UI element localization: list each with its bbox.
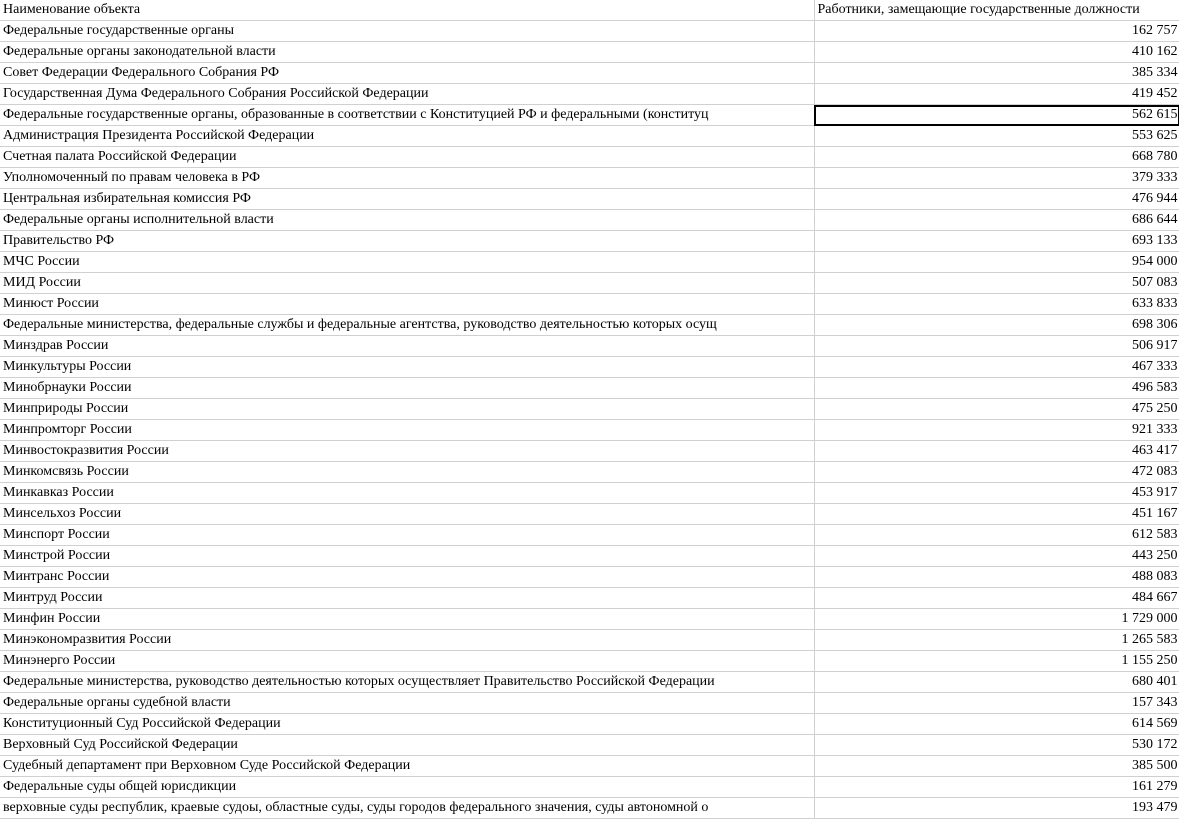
cell-object-name[interactable]: Минстрой России — [0, 546, 814, 567]
cell-value[interactable]: 193 479 — [814, 798, 1179, 819]
table-row — [0, 63, 1179, 84]
table-row — [0, 651, 1179, 672]
table-row — [0, 798, 1179, 819]
cell-object-name[interactable]: Верховный Суд Российской Федерации — [0, 735, 814, 756]
cell-object-name[interactable]: Минюст России — [0, 294, 814, 315]
cell-value[interactable]: 472 083 — [814, 462, 1179, 483]
table-row — [0, 21, 1179, 42]
table-row — [0, 168, 1179, 189]
table-row — [0, 420, 1179, 441]
cell-object-name[interactable]: Минприроды России — [0, 399, 814, 420]
cell-object-name[interactable]: Минэкономразвития России — [0, 630, 814, 651]
cell-object-name[interactable]: Уполномоченный по правам человека в РФ — [0, 168, 814, 189]
table-row — [0, 525, 1179, 546]
cell-object-name[interactable]: Минобрнауки России — [0, 378, 814, 399]
header-cell-name[interactable]: Наименование объекта — [0, 0, 814, 21]
cell-object-name[interactable]: Минспорт России — [0, 525, 814, 546]
cell-object-name[interactable]: Минтранс России — [0, 567, 814, 588]
table-row — [0, 672, 1179, 693]
cell-object-name[interactable]: Федеральные государственные органы, образованные в соответствии с Конституцией РФ и федеральными (конституц — [0, 105, 814, 126]
table-row — [0, 315, 1179, 336]
cell-value[interactable]: 680 401 — [814, 672, 1179, 693]
cell-value[interactable]: 693 133 — [814, 231, 1179, 252]
cell-value[interactable]: 614 569 — [814, 714, 1179, 735]
table-row — [0, 105, 1179, 126]
table-row — [0, 588, 1179, 609]
table-row — [0, 357, 1179, 378]
cell-value[interactable]: 385 500 — [814, 756, 1179, 777]
cell-value[interactable]: 1 155 250 — [814, 651, 1179, 672]
table-row — [0, 189, 1179, 210]
table-row — [0, 231, 1179, 252]
table-row — [0, 609, 1179, 630]
cell-value-selected[interactable]: 562 615 — [814, 105, 1179, 126]
cell-value[interactable]: 161 279 — [814, 777, 1179, 798]
table-row — [0, 252, 1179, 273]
table-row — [0, 504, 1179, 525]
cell-object-name[interactable]: Счетная палата Российской Федерации — [0, 147, 814, 168]
table-row — [0, 714, 1179, 735]
cell-object-name[interactable]: Государственная Дума Федерального Собрания Российской Федерации — [0, 84, 814, 105]
cell-object-name[interactable]: Судебный департамент при Верховном Суде Российской Федерации — [0, 756, 814, 777]
table-row — [0, 210, 1179, 231]
cell-value[interactable]: 530 172 — [814, 735, 1179, 756]
cell-value[interactable]: 379 333 — [814, 168, 1179, 189]
cell-value[interactable]: 484 667 — [814, 588, 1179, 609]
cell-value[interactable]: 921 333 — [814, 420, 1179, 441]
cell-object-name[interactable]: МЧС России — [0, 252, 814, 273]
cell-object-name[interactable]: Минтруд России — [0, 588, 814, 609]
table-row — [0, 84, 1179, 105]
table-row — [0, 567, 1179, 588]
cell-value[interactable]: 162 757 — [814, 21, 1179, 42]
cell-value[interactable]: 1 265 583 — [814, 630, 1179, 651]
cell-object-name[interactable]: Минкомсвязь России — [0, 462, 814, 483]
cell-object-name[interactable]: Совет Федерации Федерального Собрания РФ — [0, 63, 814, 84]
table-row — [0, 693, 1179, 714]
cell-value[interactable]: 698 306 — [814, 315, 1179, 336]
header-row — [0, 0, 1179, 21]
cell-object-name[interactable]: Минвостокразвития России — [0, 441, 814, 462]
cell-value[interactable]: 612 583 — [814, 525, 1179, 546]
cell-value[interactable]: 507 083 — [814, 273, 1179, 294]
cell-object-name[interactable]: Минкультуры России — [0, 357, 814, 378]
cell-value[interactable]: 443 250 — [814, 546, 1179, 567]
table-row — [0, 756, 1179, 777]
table-row — [0, 273, 1179, 294]
table-row — [0, 735, 1179, 756]
cell-object-name[interactable]: Минкавказ России — [0, 483, 814, 504]
table-row — [0, 336, 1179, 357]
table-row — [0, 441, 1179, 462]
cell-value[interactable]: 633 833 — [814, 294, 1179, 315]
cell-object-name[interactable]: Минздрав России — [0, 336, 814, 357]
cell-object-name[interactable]: Минсельхоз России — [0, 504, 814, 525]
cell-object-name[interactable]: Администрация Президента Российской Федерации — [0, 126, 814, 147]
cell-value[interactable]: 453 917 — [814, 483, 1179, 504]
table-row — [0, 147, 1179, 168]
cell-object-name[interactable]: Минфин России — [0, 609, 814, 630]
table-row — [0, 378, 1179, 399]
cell-value[interactable]: 1 729 000 — [814, 609, 1179, 630]
header-cell-value[interactable]: Работники, замещающие государственные должности — [814, 0, 1179, 21]
table-row — [0, 126, 1179, 147]
cell-value[interactable]: 668 780 — [814, 147, 1179, 168]
cell-object-name[interactable]: Федеральные суды общей юрисдикции — [0, 777, 814, 798]
table-row — [0, 777, 1179, 798]
cell-value[interactable]: 496 583 — [814, 378, 1179, 399]
cell-value[interactable]: 451 167 — [814, 504, 1179, 525]
cell-value[interactable]: 157 343 — [814, 693, 1179, 714]
table-row — [0, 42, 1179, 63]
table-row — [0, 546, 1179, 567]
table-row — [0, 294, 1179, 315]
cell-value[interactable]: 385 334 — [814, 63, 1179, 84]
table-row — [0, 630, 1179, 651]
cell-object-name[interactable]: Федеральные министерства, руководство деятельностью которых осуществляет Правительство Российской Федерации — [0, 672, 814, 693]
cell-value[interactable]: 506 917 — [814, 336, 1179, 357]
cell-object-name[interactable]: Минэнерго России — [0, 651, 814, 672]
cell-object-name[interactable]: Минпромторг России — [0, 420, 814, 441]
table-row — [0, 483, 1179, 504]
cell-value[interactable]: 553 625 — [814, 126, 1179, 147]
table-row — [0, 462, 1179, 483]
cell-object-name[interactable]: Федеральные органы исполнительной власти — [0, 210, 814, 231]
cell-object-name[interactable]: Правительство РФ — [0, 231, 814, 252]
cell-object-name[interactable]: Центральная избирательная комиссия РФ — [0, 189, 814, 210]
cell-value[interactable]: 419 452 — [814, 84, 1179, 105]
cell-object-name[interactable]: Федеральные органы законодательной власти — [0, 42, 814, 63]
cell-value[interactable]: 467 333 — [814, 357, 1179, 378]
cell-object-name[interactable]: верховные суды республик, краевые судоы, областные суды, суды городов федерального значения, суды автономной о — [0, 798, 814, 819]
cell-object-name[interactable]: Конституционный Суд Российской Федерации — [0, 714, 814, 735]
cell-value[interactable]: 475 250 — [814, 399, 1179, 420]
cell-value[interactable]: 954 000 — [814, 252, 1179, 273]
cell-value[interactable]: 488 083 — [814, 567, 1179, 588]
cell-object-name[interactable]: Федеральные министерства, федеральные службы и федеральные агентства, руководство деятельностью которых осущ — [0, 315, 814, 336]
cell-value[interactable]: 463 417 — [814, 441, 1179, 462]
cell-value[interactable]: 410 162 — [814, 42, 1179, 63]
cell-value[interactable]: 686 644 — [814, 210, 1179, 231]
table-row — [0, 399, 1179, 420]
cell-object-name[interactable]: Федеральные государственные органы — [0, 21, 814, 42]
cell-object-name[interactable]: МИД России — [0, 273, 814, 294]
cell-value[interactable]: 476 944 — [814, 189, 1179, 210]
cell-object-name[interactable]: Федеральные органы судебной власти — [0, 693, 814, 714]
